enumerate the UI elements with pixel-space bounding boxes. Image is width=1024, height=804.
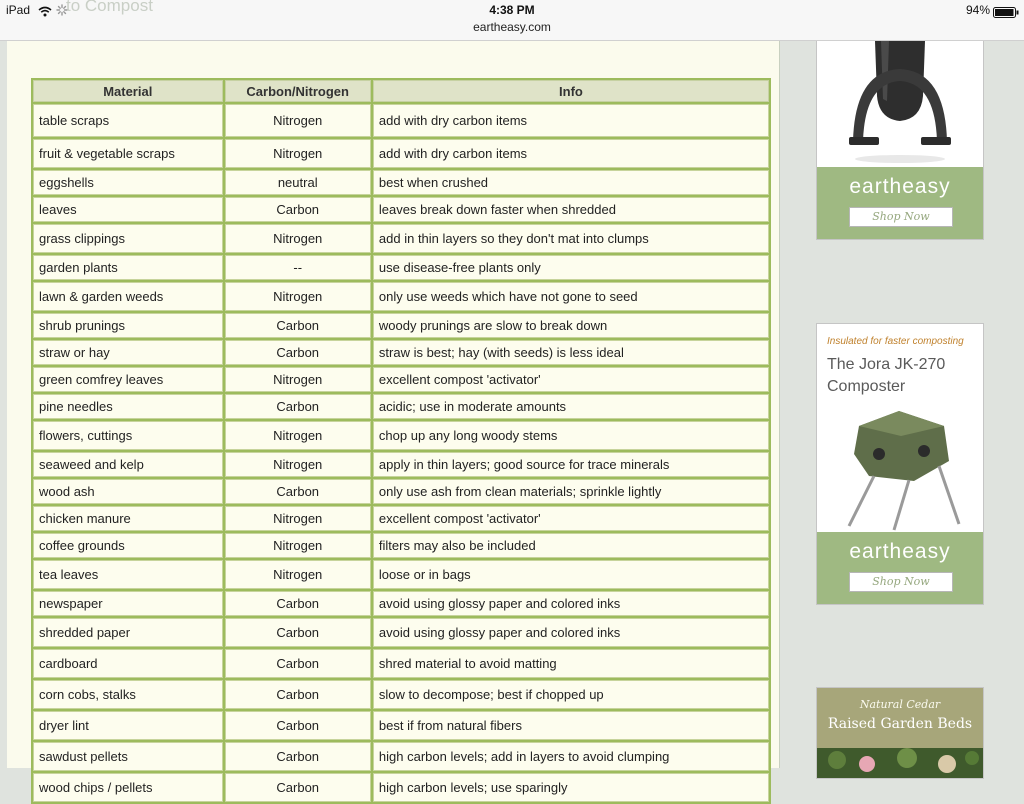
info-cell: add with dry carbon items [373,139,769,168]
ad-cedar-header [817,688,983,748]
table-row [33,394,769,419]
material-cell: shredded paper [33,618,223,647]
table-row [33,139,769,168]
info-cell: acidic; use in moderate amounts [373,394,769,419]
material-cell: seaweed and kelp [33,452,223,477]
tumbler-composter-image [845,41,955,171]
material-cell: eggshells [33,170,223,195]
carbon-nitrogen-cell: Carbon [225,479,371,504]
table-row [33,533,769,558]
table-header-row [33,80,769,102]
column-header-carbon-nitrogen: Carbon/Nitrogen [225,80,371,102]
info-cell: leaves break down faster when shredded [373,197,769,222]
content-divider [779,40,780,768]
table-row [33,591,769,616]
carbon-nitrogen-cell: Carbon [225,591,371,616]
carbon-nitrogen-cell: Carbon [225,197,371,222]
info-cell: excellent compost 'activator' [373,367,769,392]
carbon-nitrogen-cell: Nitrogen [225,421,371,450]
info-cell: high carbon levels; add in layers to avoid clumping [373,742,769,771]
table-row [33,104,769,137]
material-cell: table scraps [33,104,223,137]
table-row [33,313,769,338]
material-cell: pine needles [33,394,223,419]
table-row [33,479,769,504]
material-cell: garden plants [33,255,223,280]
carbon-nitrogen-cell: Nitrogen [225,506,371,531]
material-cell: shrub prunings [33,313,223,338]
carbon-nitrogen-cell: neutral [225,170,371,195]
table-row [33,506,769,531]
info-cell: only use weeds which have not gone to seed [373,282,769,311]
info-cell: add with dry carbon items [373,104,769,137]
carbon-nitrogen-cell: Nitrogen [225,224,371,253]
material-cell: straw or hay [33,340,223,365]
carbon-nitrogen-cell: Carbon [225,773,371,802]
ad-product-title: Raised Garden Beds [827,716,973,732]
table-row [33,421,769,450]
info-cell: apply in thin layers; good source for trace minerals [373,452,769,477]
info-cell: chop up any long woody stems [373,421,769,450]
carbon-nitrogen-cell: Nitrogen [225,139,371,168]
table-row [33,197,769,222]
garden-beds-image [817,748,983,783]
ad-tagline: Insulated for faster composting [827,336,964,347]
info-cell: best when crushed [373,170,769,195]
info-cell: filters may also be included [373,533,769,558]
carbon-nitrogen-cell: Nitrogen [225,367,371,392]
info-cell: loose or in bags [373,560,769,589]
table-row [33,452,769,477]
carbon-nitrogen-cell: Carbon [225,313,371,338]
table-row [33,711,769,740]
material-cell: wood ash [33,479,223,504]
table-row [33,340,769,365]
table-body [33,104,769,802]
material-cell: coffee grounds [33,533,223,558]
info-cell: avoid using glossy paper and colored inks [373,591,769,616]
carbon-nitrogen-cell: Carbon [225,742,371,771]
material-cell: fruit & vegetable scraps [33,139,223,168]
table-row [33,560,769,589]
battery-percentage: 94% [966,3,991,17]
table-row [33,224,769,253]
carbon-nitrogen-cell: Nitrogen [225,533,371,558]
info-cell: excellent compost 'activator' [373,506,769,531]
carbon-nitrogen-cell: Carbon [225,649,371,678]
info-cell: shred material to avoid matting [373,649,769,678]
content-column [7,40,779,795]
material-cell: dryer lint [33,711,223,740]
table-row [33,773,769,802]
device-name: iPad [6,3,31,17]
info-cell: slow to decompose; best if chopped up [373,680,769,709]
ad-cedar-raised-beds[interactable] [816,687,984,779]
carbon-nitrogen-cell: Nitrogen [225,282,371,311]
info-cell: best if from natural fibers [373,711,769,740]
material-cell: leaves [33,197,223,222]
carbon-nitrogen-cell: -- [225,255,371,280]
carbon-nitrogen-cell: Carbon [225,340,371,365]
carbon-nitrogen-cell: Nitrogen [225,560,371,589]
shop-now-button[interactable]: Shop Now [849,572,953,592]
ad-brand-logo: eartheasy [849,540,951,563]
compost-materials-table [31,78,771,804]
ad-jora-composter[interactable] [816,323,984,605]
info-cell: only use ash from clean materials; sprinkle lightly [373,479,769,504]
material-cell: cardboard [33,649,223,678]
shop-now-button[interactable]: Shop Now [849,207,953,227]
table-row [33,680,769,709]
ad-brand-logo: eartheasy [849,175,951,198]
clock: 4:38 PM [489,3,535,17]
info-cell: add in thin layers so they don't mat into clumps [373,224,769,253]
table-row [33,742,769,771]
column-header-material: Material [33,80,223,102]
ad-brand-band [817,532,983,604]
table-row [33,282,769,311]
ad-product-title: The Jora JK-270 Composter [827,356,946,395]
material-cell: flowers, cuttings [33,421,223,450]
material-cell: chicken manure [33,506,223,531]
ad-tumbler-composter[interactable] [816,40,984,240]
table-row [33,649,769,678]
table-row [33,170,769,195]
column-header-info: Info [373,80,769,102]
table-row [33,618,769,647]
page-title-ghost: to Compost [66,0,153,15]
carbon-nitrogen-cell: Nitrogen [225,452,371,477]
info-cell: high carbon levels; use sparingly [373,773,769,802]
material-cell: wood chips / pellets [33,773,223,802]
info-cell: avoid using glossy paper and colored inks [373,618,769,647]
info-cell: use disease-free plants only [373,255,769,280]
material-cell: corn cobs, stalks [33,680,223,709]
carbon-nitrogen-cell: Carbon [225,680,371,709]
carbon-nitrogen-cell: Carbon [225,618,371,647]
material-cell: tea leaves [33,560,223,589]
info-cell: woody prunings are slow to break down [373,313,769,338]
carbon-nitrogen-cell: Carbon [225,711,371,740]
material-cell: lawn & garden weeds [33,282,223,311]
ad-subtitle: Natural Cedar [859,698,941,711]
status-bar [0,0,1024,41]
material-cell: grass clippings [33,224,223,253]
material-cell: green comfrey leaves [33,367,223,392]
material-cell: sawdust pellets [33,742,223,771]
carbon-nitrogen-cell: Carbon [225,394,371,419]
carbon-nitrogen-cell: Nitrogen [225,104,371,137]
info-cell: straw is best; hay (with seeds) is less ideal [373,340,769,365]
ad-brand-band [817,167,983,239]
address-bar-url[interactable]: eartheasy.com [473,20,551,34]
table-row [33,367,769,392]
table-row [33,255,769,280]
material-cell: newspaper [33,591,223,616]
jora-composter-image [839,406,969,537]
battery-icon [993,5,1019,23]
